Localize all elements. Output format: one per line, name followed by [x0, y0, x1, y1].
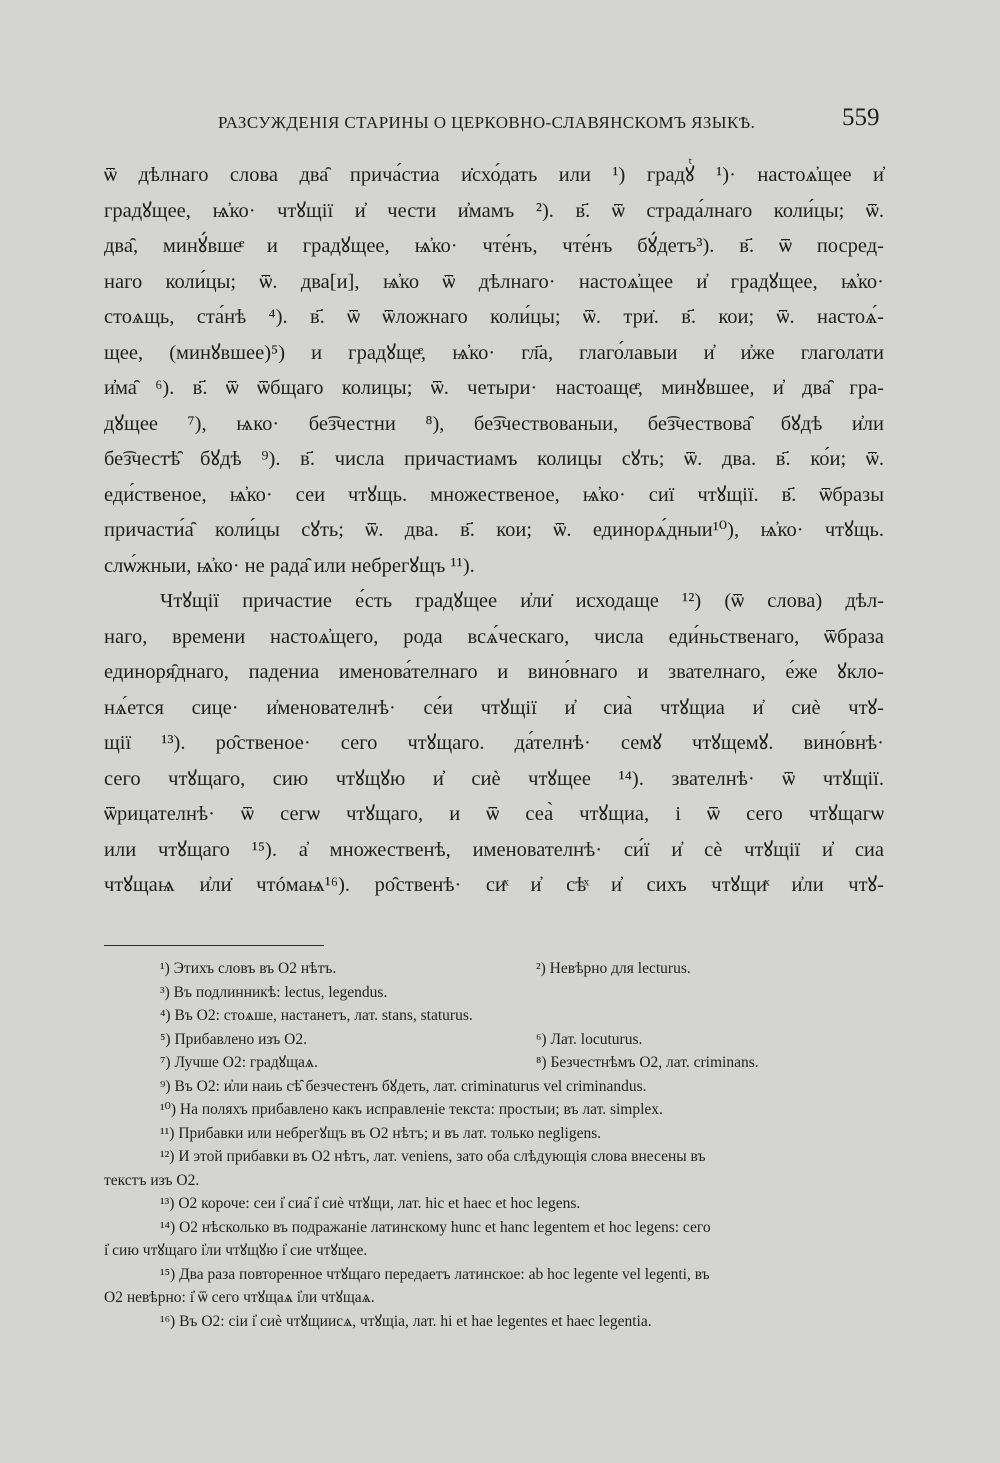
text-line: стоѧщь, ста́нѣ ⁴). в҃. ѿ ѿложнаго коли́цы; ѿ. три̇. в҃. кои; ѿ. настоѧ́- [104, 306, 884, 328]
footnote-12-cont: текстъ изъ О2. [104, 1171, 200, 1189]
footnote-16: ¹⁶) Въ О2: сіи і҆ сиѐ чтꙋщиисѧ, чтꙋщіа, лат. hi et hae legentes et haec legentia. [160, 1312, 652, 1330]
footnote-divider [104, 945, 324, 946]
text-line: нѧ́ется сице· и҆менователнѣ· се́и чтꙋщії и҆ сиа̀ чтꙋщиа и҆ сиѐ чтꙋ- [104, 696, 884, 719]
text-line: чтꙋщаѩ и҆ли̇ чтóмаѩ¹⁶). ро̑ственѣ· сиͯ и҆ сѣͯ и҆ сихъ чтꙋщиͯ и҆ли чтꙋ- [104, 874, 884, 896]
text-line: щії ¹³). ро̑ственое· сего чтꙋщаго. да́телнѣ· семꙋ чтꙋщемꙋ. вино́внѣ· [104, 732, 884, 754]
footnote-row [104, 1028, 894, 1052]
footnote-5: ⁵) Прибавлено изъ О2. [160, 1030, 307, 1048]
text-line: градꙋщее, ѩ҆ко· чтꙋщії и҆ чести и҆мамъ ²). в҃. ѿ страда́лнаго коли́цы; ѿ. [104, 199, 884, 222]
page-number: 559 [842, 104, 880, 131]
text-line: два̑, минꙋ́вшеͤ и градꙋщее, ѩ҆ко· чте́нъ, чте́нъ бꙋ́детъ³). в҃. ѿ посред- [104, 235, 884, 257]
footnotes [104, 957, 894, 1333]
footnote-row [104, 957, 894, 981]
text-line: наго, времени настоѧ҆щего, рода всѧ́ческаго, числа еди́ньственаго, ѿбраза [104, 625, 884, 648]
text-line: бе͡зчестѣ̑ бꙋдѣ ⁹). в҃. числа причастиамъ колицы сꙋть; ѿ. два. в҃. ко́и; ѿ. [104, 448, 884, 470]
footnote-15-cont: О2 невѣрно: і҆ ѿ сего чтꙋщаѧ і҆ли чтꙋщаѧ. [104, 1289, 375, 1306]
footnote-4: ⁴) Въ О2: стоѧше, настанетъ, лат. stans, staturus. [160, 1007, 473, 1024]
text-line: сего чтꙋщаго, сию чтꙋщꙋю и҆ сиѐ чтꙋщее ¹⁴). звателнѣ· ѿ чтꙋщії. [104, 767, 884, 790]
text-line: ѿрицателнѣ· ѿ сегѡ чтꙋщаго, и ѿ сеа̀ чтꙋщиа, і ѿ сего чтꙋщагѡ [104, 803, 884, 825]
main-text [104, 158, 884, 904]
text-line: наго коли́цы; ѿ. два[и], ѩ҆ко ѿ дѣлнаго· настоѧ҆щее и҆ градꙋщее, ѩ҆ко· [104, 270, 884, 293]
footnote-3: ³) Въ подлинникѣ: lectus, legendus. [160, 983, 388, 1001]
footnote-10: ¹⁰) На поляхъ прибавлено какъ исправленіе текста: простыи; въ лат. simplex. [160, 1101, 663, 1118]
footnote-12: ¹²) И этой прибавки въ О2 нѣтъ, лат. veniens, зато оба слѣдующія слова внесены въ [160, 1148, 706, 1165]
footnote-row [104, 1051, 894, 1075]
text-line: причасти́а̑ коли́цы сꙋть; ѿ. два. в҃. кои; ѿ. единорѧ́дныи¹⁰), ѩ҆ко· чтꙋщь. [104, 519, 884, 541]
footnote-7: ⁷) Лучше О2: градꙋщаѧ. [160, 1054, 318, 1071]
running-title: РАЗСУЖДЕНІЯ СТАРИНЫ О ЦЕРКОВНО-СЛАВЯНСКОМЪ ЯЗЫКѢ. [218, 113, 756, 132]
footnote-13: ¹³) О2 короче: сеи і҆ сиа̑ і҆ сиѐ чтꙋщи, лат. hic et haec et hoc legens. [160, 1195, 581, 1212]
footnote-1: ¹) Этихъ словъ въ О2 нѣтъ. [160, 960, 337, 977]
footnote-2: ²) Невѣрно для lecturus. [536, 960, 691, 977]
text-line: единоря̑днаго, падениа именова́телнаго и вино́внаго и звателнаго, е́же ꙋклo- [104, 661, 884, 683]
text-line: щее, (минꙋвшее)⁵) и градꙋщеͤ, ѩ҆ко· гл҃а, глаго́лавыи и҆ и҆же глаголати [104, 341, 884, 364]
text-line: Чтꙋщії причастие е́сть градꙋщее и҆ли̇ исходаще ¹²) (ѿ слова) дѣл- [160, 590, 884, 612]
text-line: ѿ дѣлнаго слова два̑ прича́стиа и̇схо́дать или ¹) градꙋͭ ¹)· настоѧ҆щее и҆ [104, 164, 884, 186]
text-line: и҆ма̑ ⁶). в҃. ѿ ѿбщаго колицы; ѿ. четыри· настоащеͤ, минꙋвшее, и҆ два̑ гра- [104, 377, 884, 399]
text-line: или чтꙋщаго ¹⁵). а҆ множественѣ, именователнѣ· си́ї и҆ сѐ чтꙋщії и҆ сиа [104, 838, 884, 861]
footnote-14: ¹⁴) О2 нѣсколько въ подражаніе латинскому hunc et hanc legentem et hoc legens: сего [160, 1218, 711, 1236]
text-line: дꙋщее ⁷), ѩко· бе͡зчестни ⁸), бе͡зчествованыи, бе͡зчествова̑ бꙋдѣ и҆ли [104, 412, 884, 435]
footnote-9: ⁹) Въ О2: и҆ли наиь сѣ̑ безчестенъ бꙋдеть, лат. criminaturus vel criminandus. [160, 1077, 647, 1095]
footnote-11: ¹¹) Прибавки или небрегꙋщъ въ О2 нѣтъ; и въ лат. только negligens. [160, 1124, 602, 1142]
footnote-15: ¹⁵) Два раза повторенное чтꙋщаго передаетъ латинское: ab hoc legente vel legenti, въ [160, 1265, 710, 1283]
footnote-6: ⁶) Лат. locuturus. [536, 1030, 643, 1048]
footnote-14-cont: і҆ сию чтꙋщаго і҆ли чтꙋщꙋю і҆ сие чтꙋщее. [104, 1242, 368, 1259]
text-line: еди́ственое, ѩ҆ко· сеи чтꙋщь. множественое, ѩ҆ко· сиї чтꙋщії. в҃. ѿбразы [104, 483, 884, 506]
text-line: слѡ́жныи, ѩ҆ко· не рада̑ или небрегꙋщъ ¹¹). [104, 554, 475, 577]
footnote-8: ⁸) Безчестнѣмъ О2, лат. criminans. [536, 1054, 759, 1071]
